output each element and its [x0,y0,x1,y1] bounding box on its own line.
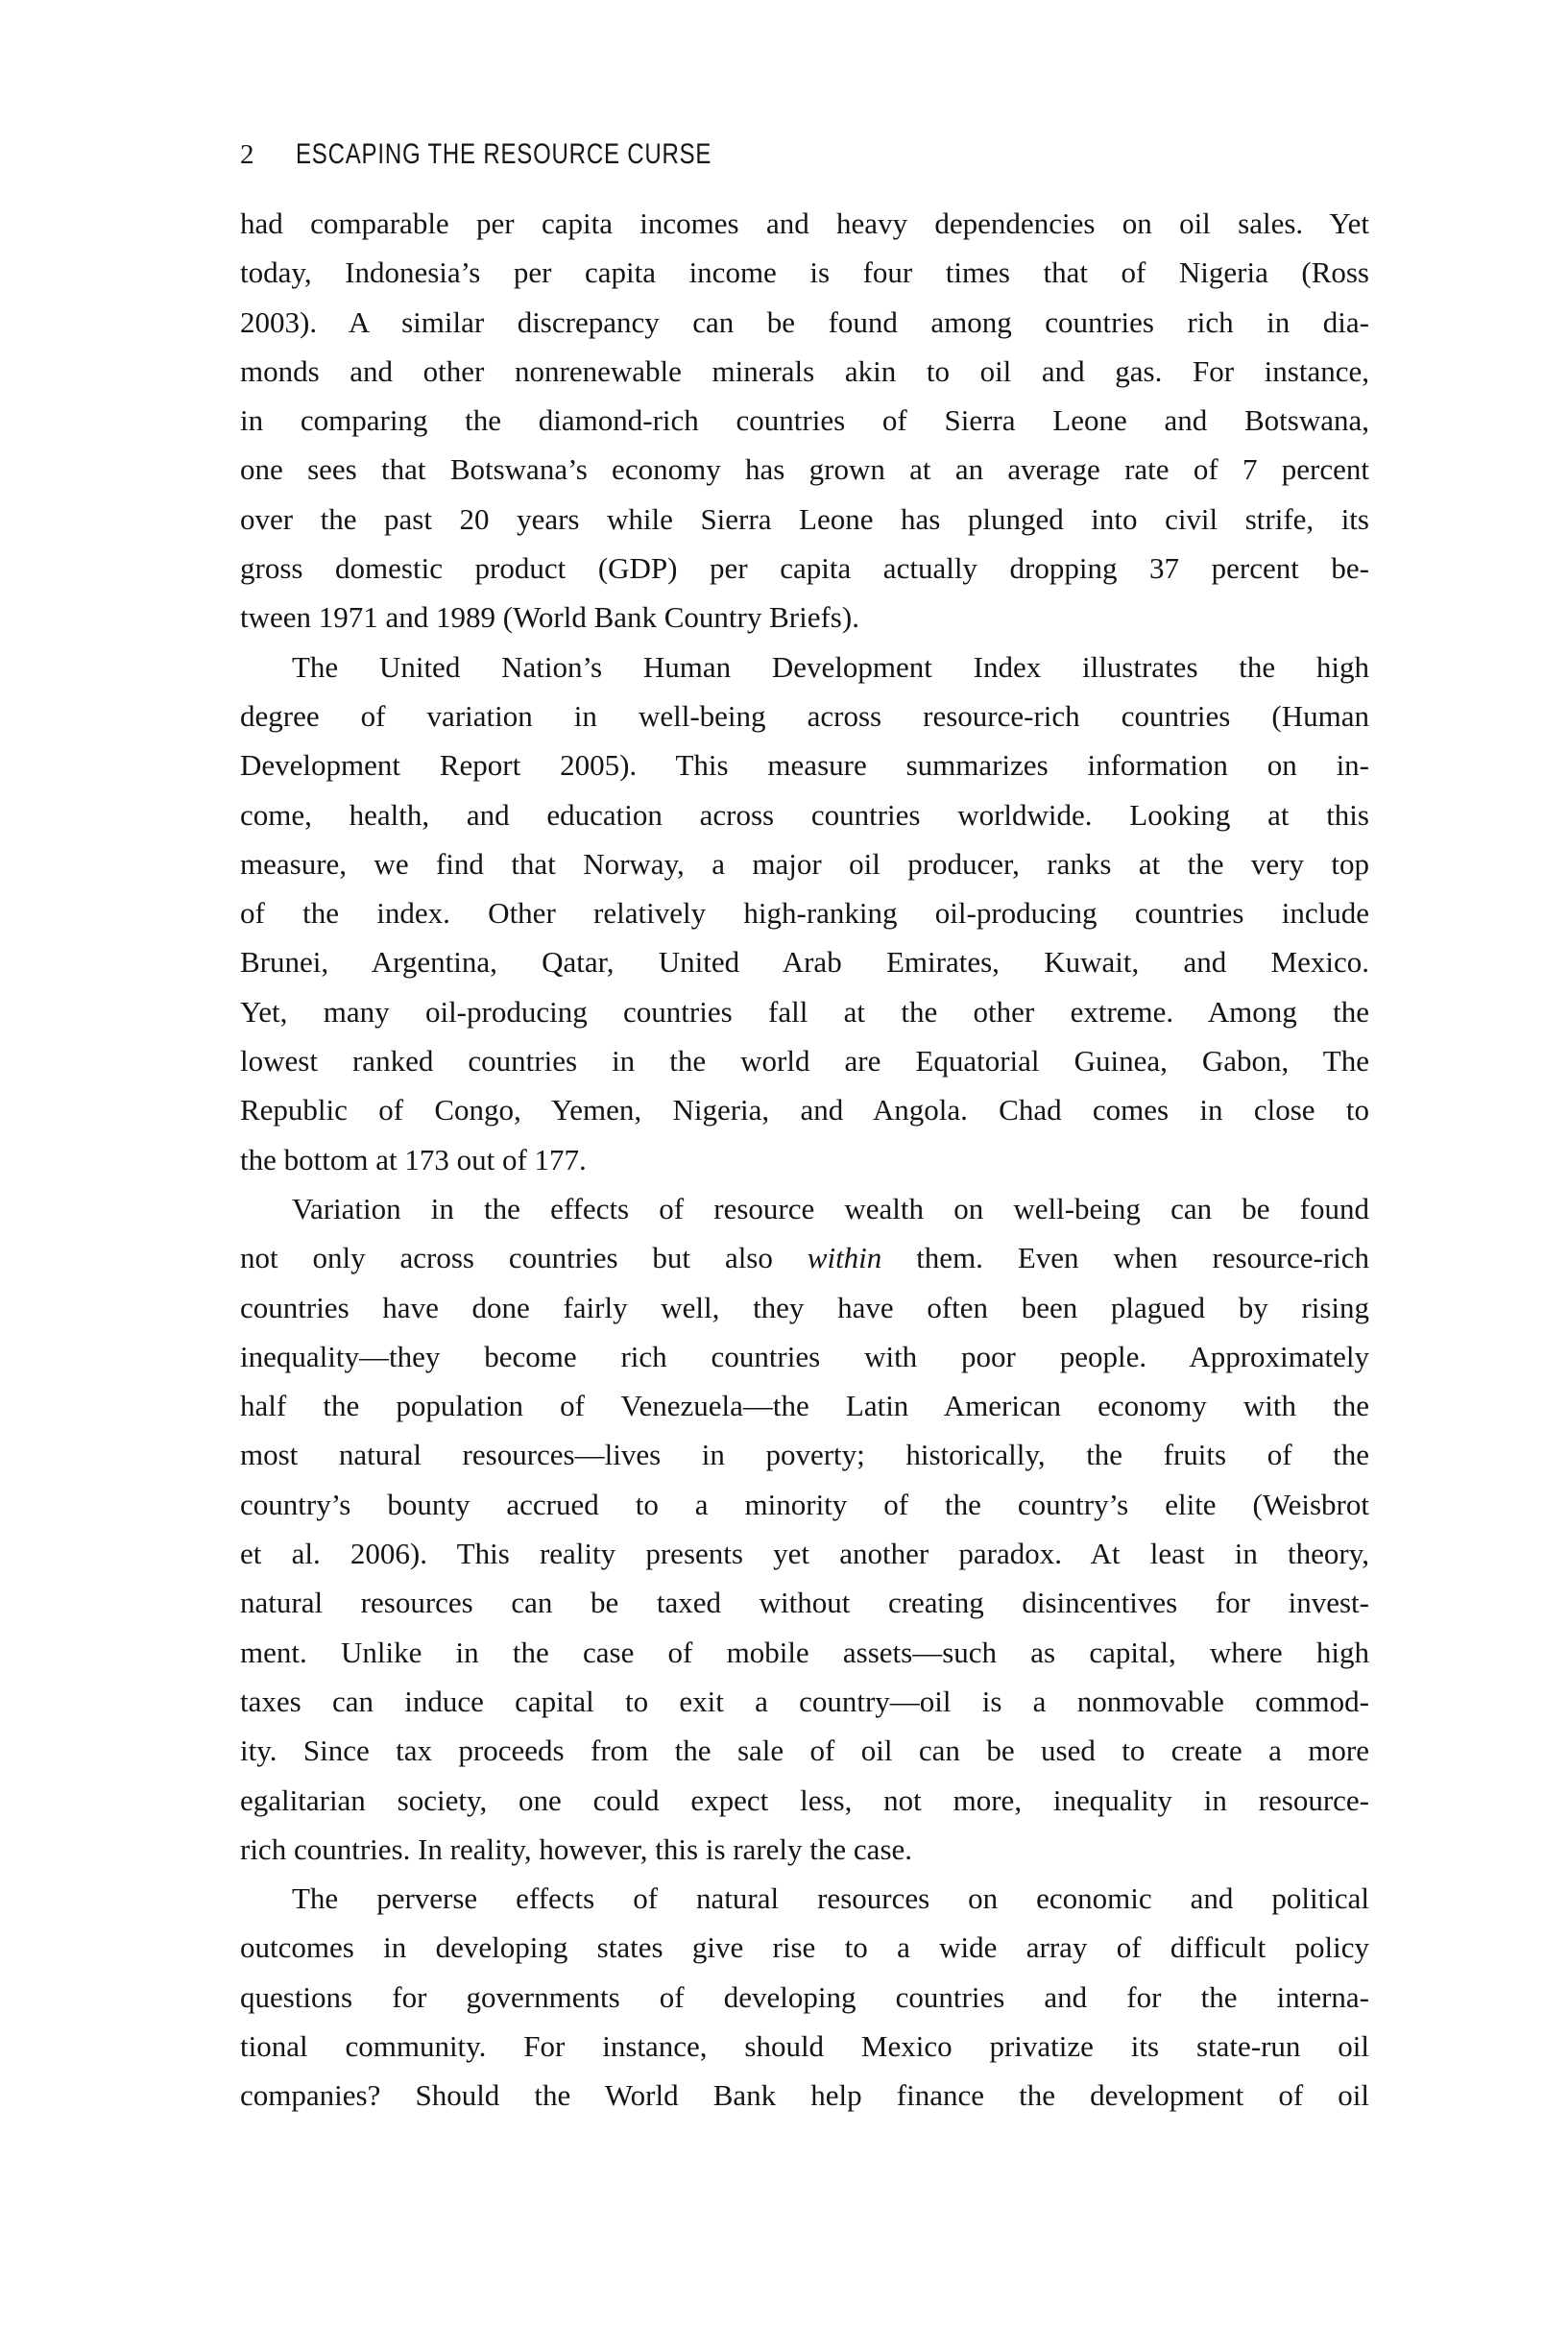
text-segment: ment. Unlike in the case of mobile assets—such as capital, where high [240,1635,1369,1669]
text-segment: measure, we find that Norway, a major oil producer, ranks at the very top [240,846,1369,881]
text-line [240,1677,1369,1726]
text-segment: gross domestic product (GDP) per capita actually dropping 37 percent be- [240,551,1369,586]
text-segment: taxes can induce capital to exit a country—oil is a nonmovable commod- [240,1684,1369,1718]
text-line [240,593,1369,642]
text-segment: country’s bounty accrued to a minority of the country’s elite (Weisbrot [240,1487,1369,1521]
text-line [240,298,1369,347]
text-segment: monds and other nonrenewable minerals akin to oil and gas. For instance, [240,353,1369,388]
text-line [240,888,1369,937]
text-segment: in comparing the diamond-rich countries of Sierra Leone and Botswana, [240,403,1369,438]
text-line [240,1825,1369,1874]
text-segment: inequality—they become rich countries with poor people. Approximately [240,1339,1369,1373]
text-segment: egalitarian society, one could expect less, not more, inequality in resource- [240,1782,1369,1817]
text-line [240,740,1369,789]
text-segment: companies? Should the World Bank help finance the development of oil [240,2078,1369,2113]
text-line [240,691,1369,740]
text-segment: tional community. For instance, should Mexico privatize its state-run oil [240,2028,1369,2063]
text-line [240,396,1369,445]
text-line [240,199,1369,248]
text-line [240,1430,1369,1479]
text-segment: half the population of Venezuela—the Latin American economy with the [240,1389,1369,1423]
text-segment: natural resources can be taxed without creating disincentives for invest- [240,1586,1369,1620]
text-segment: questions for governments of developing countries and for the interna- [240,1979,1369,2014]
text-segment: most natural resources—lives in poverty; historically, the fruits of the [240,1438,1369,1472]
text-segment: The United Nation’s Human Development Index illustrates the high [292,649,1369,684]
text-segment: 2003). A similar discrepancy can be found among countries rich in dia- [240,304,1369,339]
text-line [240,1529,1369,1578]
text-line [240,495,1369,544]
text-line [240,1874,1369,1923]
text-segment: tween 1971 and 1989 (World Bank Country Briefs). [240,600,859,635]
text-segment: Development Report 2005). This measure summarizes information on in- [240,748,1369,783]
text-line [240,2022,1369,2071]
text-line [240,1923,1369,1972]
text-line [240,987,1369,1036]
paragraph [240,643,1369,1184]
text-segment: Yet, many oil-producing countries fall at the other extreme. Among the [240,994,1369,1029]
text-segment: not only across countries but also [240,1241,808,1275]
text-line [240,1776,1369,1825]
italic-text: within [807,1241,882,1275]
text-line [240,1135,1369,1184]
text-segment: countries have done fairly well, they have often been plagued by rising [240,1290,1369,1324]
text-segment: Brunei, Argentina, Qatar, United Arab Emirates, Kuwait, and Mexico. [240,945,1369,980]
text-segment: come, health, and education across countries worldwide. Looking at this [240,797,1369,832]
text-line [240,1184,1369,1233]
page-header [240,138,815,171]
body-text [240,199,1369,2121]
text-line [240,643,1369,691]
text-line [240,248,1369,297]
text-line [240,1726,1369,1775]
text-segment: The perverse effects of natural resources on economic and political [292,1881,1369,1916]
text-segment: et al. 2006). This reality presents yet another paradox. At least in theory, [240,1537,1369,1571]
text-line [240,1628,1369,1677]
text-segment: outcomes in developing states give rise to a wide array of difficult policy [240,1930,1369,1965]
text-line [240,1480,1369,1529]
paragraph [240,1874,1369,2120]
text-line [240,1381,1369,1430]
paragraph [240,1184,1369,1874]
text-segment: Republic of Congo, Yemen, Nigeria, and Angola. Chad comes in close to [240,1093,1369,1128]
text-line [240,2071,1369,2120]
text-segment: of the index. Other relatively high-ranking oil-producing countries include [240,896,1369,931]
text-line [240,1036,1369,1085]
text-line [240,790,1369,839]
text-line [240,937,1369,986]
page-number: 2 [240,139,254,170]
text-segment: ity. Since tax proceeds from the sale of oil can be used to create a more [240,1734,1369,1768]
text-segment: rich countries. In reality, however, this is rarely the case. [240,1831,913,1866]
text-line [240,1085,1369,1134]
text-line [240,1973,1369,2022]
text-line [240,544,1369,593]
text-segment: them. Even when resource-rich [881,1241,1369,1275]
text-line [240,1233,1369,1282]
text-line [240,1283,1369,1332]
text-segment: the bottom at 173 out of 177. [240,1142,587,1176]
text-segment: over the past 20 years while Sierra Leone has plunged into civil strife, its [240,501,1369,536]
text-segment: degree of variation in well-being across resource-rich countries (Human [240,698,1369,733]
text-segment: had comparable per capita incomes and heavy dependencies on oil sales. Yet [240,206,1369,240]
paragraph [240,199,1369,643]
text-segment: today, Indonesia’s per capita income is four times that of Nigeria (Ross [240,255,1369,290]
text-line [240,839,1369,888]
running-head: ESCAPING THE RESOURCE CURSE [295,138,712,170]
text-line [240,1332,1369,1381]
text-segment: Variation in the effects of resource wealth on well-being can be found [292,1191,1369,1225]
text-segment: one sees that Botswana’s economy has grown at an average rate of 7 percent [240,452,1369,487]
text-segment: lowest ranked countries in the world are Equatorial Guinea, Gabon, The [240,1044,1369,1079]
text-line [240,347,1369,396]
text-line [240,1578,1369,1627]
text-line [240,445,1369,494]
